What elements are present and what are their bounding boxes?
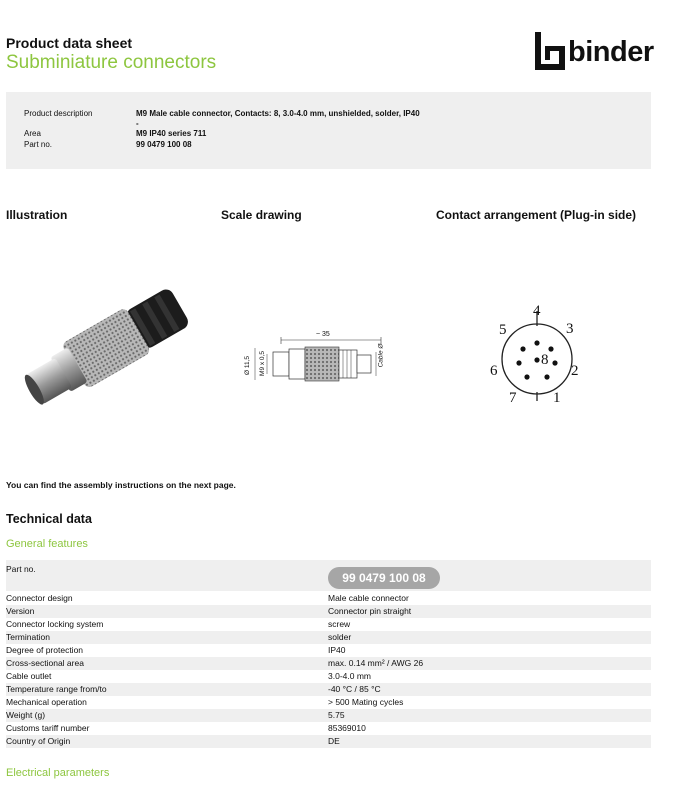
general-features-heading: General features <box>6 538 88 550</box>
table-row <box>6 657 651 670</box>
connector-illustration <box>10 285 200 415</box>
row-value: 5.75 <box>328 710 345 720</box>
row-key: Termination <box>6 632 50 642</box>
row-value: Connector pin straight <box>328 606 412 616</box>
contact-pin <box>552 360 557 365</box>
row-value: screw <box>328 619 351 629</box>
contact-label-4: 4 <box>533 303 541 319</box>
scale-drawing-heading: Scale drawing <box>221 208 302 222</box>
part-number-label: Part no. <box>6 564 36 574</box>
info-value: M9 Male cable connector, Contacts: 8, 3.0-4.0 mm, unshielded, solder, IP40 <box>136 109 420 118</box>
page-subtitle: Subminiature connectors <box>6 52 217 73</box>
table-row <box>6 735 651 748</box>
scale-cable-label: Cable Ø <box>377 343 385 368</box>
contact-pin <box>524 374 529 379</box>
row-value: max. 0.14 mm² / AWG 26 <box>328 658 424 668</box>
contact-pin <box>534 340 539 345</box>
row-key: Cable outlet <box>6 671 52 681</box>
row-value: 3.0-4.0 mm <box>328 671 371 681</box>
scale-diameter-label: Ø 11,5 <box>244 355 252 376</box>
info-value: - <box>136 119 139 128</box>
part-number-row <box>6 560 651 591</box>
scale-thread-label: M9 x 0,5 <box>258 351 266 376</box>
row-value: -40 °C / 85 °C <box>328 684 381 694</box>
contact-label-7: 7 <box>509 390 517 406</box>
row-key: Temperature range from/to <box>6 684 107 694</box>
row-value: DE <box>328 736 340 746</box>
row-key: Customs tariff number <box>6 723 90 733</box>
info-value: 99 0479 100 08 <box>136 140 192 149</box>
row-key: Connector locking system <box>6 619 104 629</box>
row-key: Mechanical operation <box>6 697 87 707</box>
row-key: Cross-sectional area <box>6 658 84 668</box>
assembly-note: You can find the assembly instructions on the next page. <box>6 480 236 490</box>
info-label: Area <box>24 129 41 138</box>
contact-label-6: 6 <box>490 363 498 379</box>
binder-logo-text: binder <box>568 36 654 68</box>
product-info-box <box>6 92 651 169</box>
contact-pin <box>544 374 549 379</box>
contact-pin <box>534 357 539 362</box>
table-row <box>6 644 651 657</box>
table-row <box>6 722 651 735</box>
row-key: Version <box>6 606 35 616</box>
table-row <box>6 592 651 605</box>
binder-logo-mark <box>535 32 567 72</box>
table-row <box>6 670 651 683</box>
table-row <box>6 605 651 618</box>
row-value: Male cable connector <box>328 593 409 603</box>
contact-label-2: 2 <box>571 363 579 379</box>
part-number-badge: 99 0479 100 08 <box>328 567 440 589</box>
info-label: Part no. <box>24 140 53 149</box>
page-title: Product data sheet <box>6 35 133 51</box>
row-value: 85369010 <box>328 723 366 733</box>
table-row <box>6 709 651 722</box>
row-key: Weight (g) <box>6 710 46 720</box>
contact-pin <box>548 346 553 351</box>
row-value: solder <box>328 632 352 642</box>
illustration-heading: Illustration <box>6 208 68 222</box>
row-value: IP40 <box>328 645 346 655</box>
table-row <box>6 631 651 644</box>
contact-label-8: 8 <box>541 352 549 368</box>
binder-logo <box>535 32 653 72</box>
contact-label-3: 3 <box>566 321 574 337</box>
table-row <box>6 683 651 696</box>
contact-arrangement-heading: Contact arrangement (Plug-in side) <box>436 208 637 222</box>
info-value: M9 IP40 series 711 <box>136 129 207 138</box>
contact-label-1: 1 <box>553 390 561 406</box>
table-row <box>6 618 651 631</box>
contact-pin <box>516 360 521 365</box>
contact-pin <box>520 346 525 351</box>
technical-data-heading: Technical data <box>6 512 92 526</box>
electrical-parameters-heading: Electrical parameters <box>6 767 110 779</box>
info-label: Product description <box>24 109 93 118</box>
row-key: Connector design <box>6 593 73 603</box>
row-key: Country of Origin <box>6 736 71 746</box>
contact-label-5: 5 <box>499 322 507 338</box>
row-key: Degree of protection <box>6 645 84 655</box>
scale-length-label: ~ 35 <box>316 331 330 338</box>
row-value: > 500 Mating cycles <box>328 697 404 707</box>
table-row <box>6 696 651 709</box>
